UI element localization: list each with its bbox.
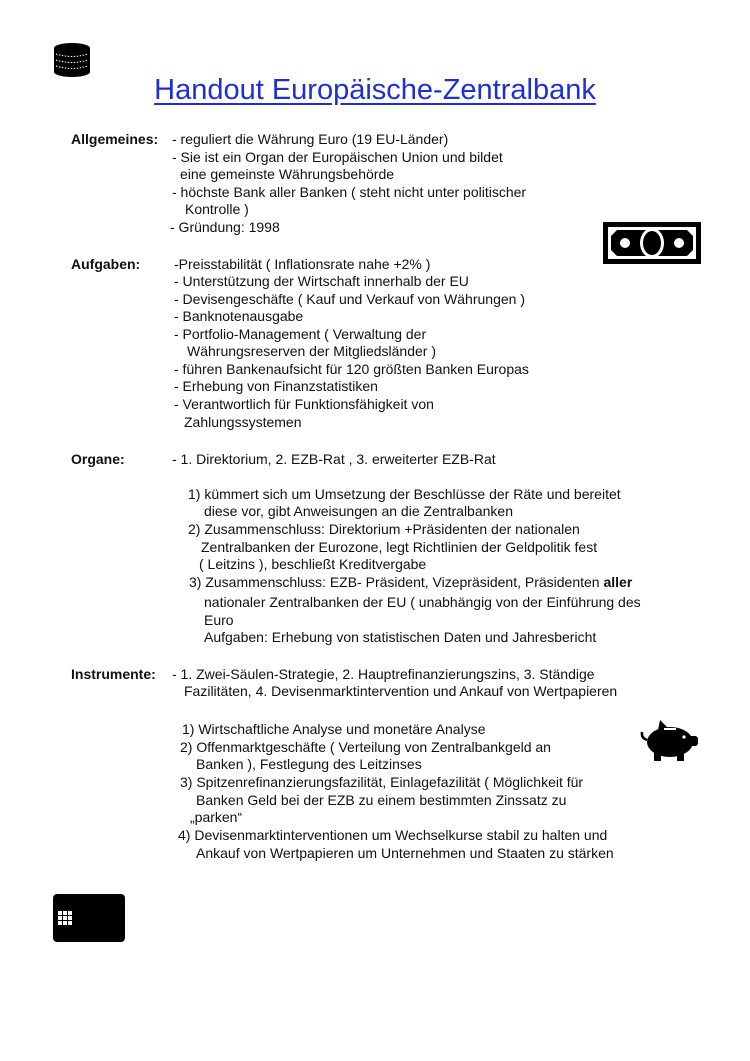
organe-line: [189, 574, 632, 591]
aufgaben-line: - Banknotenausgabe: [174, 308, 304, 324]
organe-line: ( Leitzins ), beschließt Kreditvergabe: [199, 556, 427, 572]
instrumente-line: 2) Offenmarktgeschäfte ( Verteilung von Zentralbankgeld an: [180, 739, 551, 755]
aufgaben-line: - Erhebung von Finanzstatistiken: [174, 378, 378, 394]
section-label-instrumente: Instrumente:: [71, 666, 156, 682]
aufgaben-line: - Portfolio-Management ( Verwaltung der: [174, 326, 427, 342]
aufgaben-line: - führen Bankenaufsicht für 120 größten Banken Europas: [174, 361, 529, 377]
section-label-aufgaben: Aufgaben:: [71, 256, 141, 272]
allgemeines-line: eine gemeinste Währungsbehörde: [180, 166, 395, 182]
allgemeines-line: Kontrolle ): [185, 201, 249, 217]
aufgaben-line: -Preisstabilität ( Inflationsrate nahe +2% ): [174, 256, 431, 272]
organe-line-text: 3) Zusammenschluss: EZB- Präsident, Vizepräsident, Präsidenten: [189, 574, 600, 590]
instrumente-line: 4) Devisenmarktinterventionen um Wechselkurse stabil zu halten und: [178, 827, 608, 843]
aufgaben-line: - Verantwortlich für Funktionsfähigkeit von: [174, 396, 434, 412]
section-label-organe: Organe:: [71, 451, 125, 467]
instrumente-line: Banken ), Festlegung des Leitzinses: [196, 756, 422, 772]
organe-line: - 1. Direktorium, 2. EZB-Rat , 3. erweiterter EZB-Rat: [172, 451, 496, 467]
aufgaben-line: Zahlungssystemen: [184, 414, 302, 430]
aufgaben-line: - Devisengeschäfte ( Kauf und Verkauf von Währungen ): [174, 291, 525, 307]
organe-line: Aufgaben: Erhebung von statistischen Daten und Jahresbericht: [204, 629, 597, 645]
organe-line-bold: aller: [603, 574, 633, 590]
allgemeines-line: - höchste Bank aller Banken ( steht nicht unter politischer: [172, 184, 527, 200]
allgemeines-line: - Gründung: 1998: [170, 219, 280, 235]
piggy-bank-icon: [640, 718, 702, 762]
instrumente-line: Ankauf von Wertpapieren um Unternehmen und Staaten zu stärken: [196, 845, 614, 861]
instrumente-line: Fazilitäten, 4. Devisenmarktintervention und Ankauf von Wertpapieren: [184, 683, 618, 699]
instrumente-line: 3) Spitzenrefinanzierungsfazilität, Einlagefazilität ( Möglichkeit für: [180, 774, 584, 790]
organe-line: diese vor, gibt Anweisungen an die Zentralbanken: [204, 503, 513, 519]
card-icon: [53, 894, 125, 942]
aufgaben-line: Währungsreserven der Mitgliedsländer ): [187, 343, 436, 359]
organe-line: 2) Zusammenschluss: Direktorium +Präsidenten der nationalen: [188, 521, 580, 537]
instrumente-line: Banken Geld bei der EZB zu einem bestimmten Zinssatz zu: [196, 792, 567, 808]
banknote-icon: [603, 222, 701, 264]
organe-line: nationaler Zentralbanken der EU ( unabhängig von der Einführung des: [204, 594, 641, 610]
allgemeines-line: - reguliert die Währung Euro (19 EU-Länder): [172, 131, 449, 147]
section-label-allgemeines: Allgemeines:: [71, 131, 159, 147]
coin-stack-icon: [52, 42, 92, 78]
organe-line: 1) kümmert sich um Umsetzung der Beschlüsse der Räte und bereitet: [188, 486, 621, 502]
allgemeines-line: - Sie ist ein Organ der Europäischen Union und bildet: [172, 149, 503, 165]
aufgaben-line: - Unterstützung der Wirtschaft innerhalb der EU: [174, 273, 469, 289]
organe-line: Zentralbanken der Eurozone, legt Richtlinien der Geldpolitik fest: [201, 539, 598, 555]
instrumente-line: - 1. Zwei-Säulen-Strategie, 2. Hauptrefinanzierungszins, 3. Ständige: [172, 666, 595, 682]
instrumente-line: „parken“: [190, 809, 243, 825]
organe-line: Euro: [204, 612, 234, 628]
instrumente-line: 1) Wirtschaftliche Analyse und monetäre Analyse: [182, 721, 486, 737]
page-title: Handout Europäische-Zentralbank: [154, 74, 596, 106]
